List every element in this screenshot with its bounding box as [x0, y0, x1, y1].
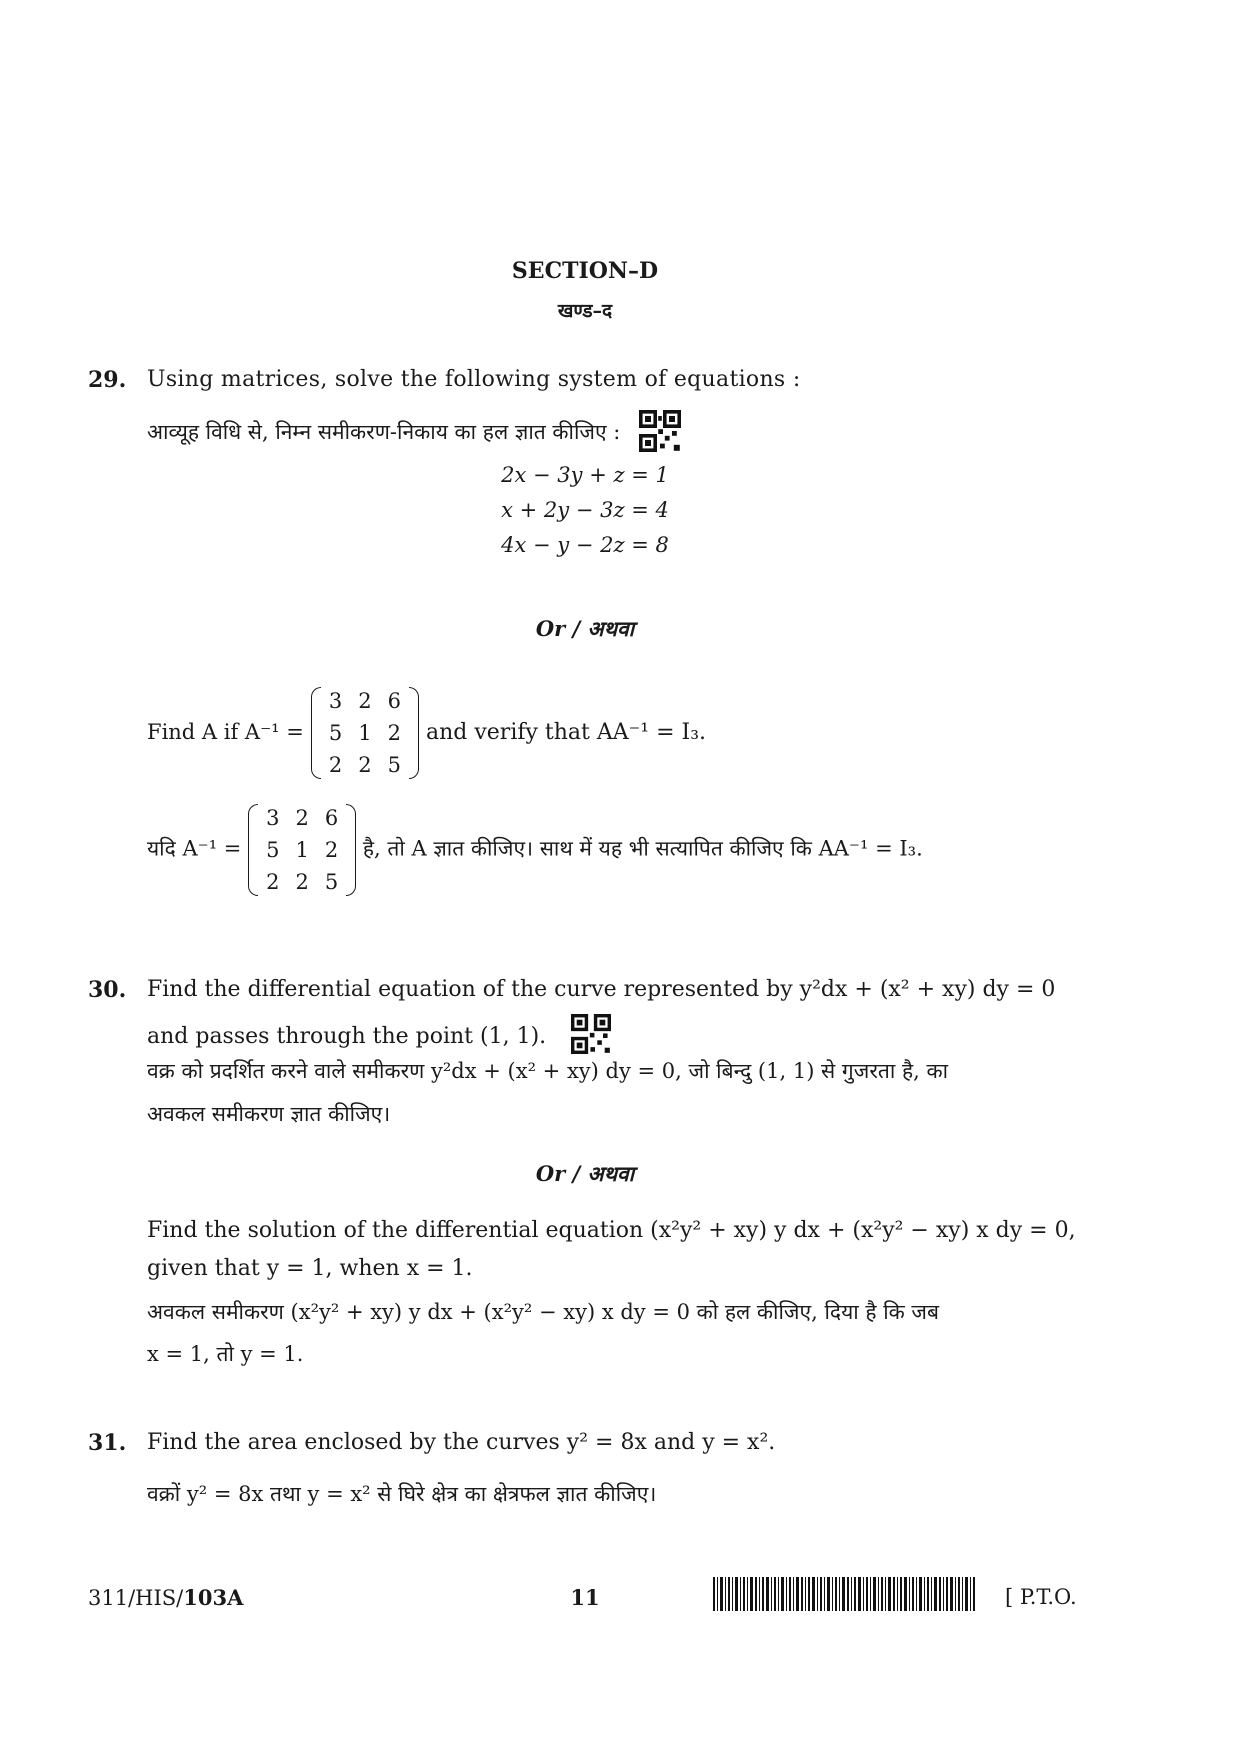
matrix-cell: 1 — [358, 721, 372, 745]
q29-alt-hi-prefix: यदि A⁻¹ = — [147, 836, 242, 861]
matrix-cell: 2 — [295, 870, 309, 894]
q31-text-hindi: वक्रों y² = 8x तथा y = x² से घिरे क्षेत्र का क्षेत्रफल ज्ञात कीजिए। — [147, 1482, 657, 1506]
matrix-a-inverse — [311, 685, 419, 781]
matrix-cell: 2 — [266, 870, 280, 894]
section-title-hindi: खण्ड–द — [557, 300, 613, 322]
q29-text-english: Using matrices, solve the following system of equations : — [147, 367, 801, 392]
q30-alt-line2-english: given that y = 1, when x = 1. — [147, 1256, 473, 1281]
q29-alt-english — [147, 685, 706, 781]
matrix-cell: 2 — [328, 753, 343, 777]
or-label-30: Or / अथवा — [535, 1161, 635, 1186]
equation-1: 2x − 3y + z = 1 — [501, 463, 669, 487]
question-number-29: 29. — [88, 367, 127, 393]
matrix-cell: 5 — [266, 838, 280, 862]
q30-line2-english — [147, 1014, 611, 1060]
paper-code-prefix: 311/HIS/ — [88, 1586, 184, 1610]
q31-text-english: Find the area enclosed by the curves y² = 8x and y = x². — [147, 1430, 776, 1455]
matrix-cell: 3 — [266, 806, 280, 830]
qr-code-icon — [639, 410, 681, 457]
matrix-cell: 2 — [295, 806, 309, 830]
q29-alt-hi-suffix: है, तो A ज्ञात कीजिए। साथ में यह भी सत्यापित कीजिए कि AA⁻¹ = I₃. — [362, 836, 923, 861]
q30-line1-english: Find the differential equation of the curve represented by y²dx + (x² + xy) dy = 0 — [147, 977, 1056, 1002]
matrix-cell: 1 — [295, 838, 309, 862]
pto-label: [ P.T.O. — [1005, 1585, 1077, 1609]
matrix-cell: 2 — [387, 721, 401, 745]
q29-alt-en-suffix: and verify that AA⁻¹ = I₃. — [426, 720, 707, 745]
matrix-cell: 5 — [387, 753, 401, 777]
q30-line1-hindi: वक्र को प्रदर्शित करने वाले समीकरण y²dx + (x² + xy) dy = 0, जो बिन्दु (1, 1) से गुजरता है, का — [147, 1059, 949, 1083]
section-title: SECTION–D — [511, 258, 659, 284]
matrix-cell: 5 — [324, 870, 339, 894]
matrix-cell: 2 — [358, 689, 372, 713]
q29-hindi-label: आव्यूह विधि से, निम्न समीकरण-निकाय का हल ज्ञात कीजिए : — [147, 420, 621, 444]
question-number-31: 31. — [88, 1430, 127, 1456]
matrix-cell: 5 — [328, 721, 343, 745]
q30-alt-line1-english: Find the solution of the differential equation (x²y² + xy) y dx + (x²y² − xy) x dy = 0, — [147, 1218, 1076, 1243]
q29-alt-en-prefix: Find A if A⁻¹ = — [147, 720, 304, 744]
matrix-cell: 3 — [328, 689, 343, 713]
matrix-a-inverse-hindi — [248, 802, 356, 898]
question-number-30: 30. — [88, 977, 127, 1003]
matrix-cell: 2 — [358, 753, 372, 777]
or-label-29: Or / अथवा — [535, 616, 635, 641]
equation-2: x + 2y − 3z = 4 — [501, 498, 669, 522]
equation-3: 4x − y − 2z = 8 — [501, 533, 669, 557]
q29-text-hindi — [147, 410, 681, 457]
paper-code-bold: 103A — [183, 1585, 244, 1610]
q30-line2-hindi: अवकल समीकरण ज्ञात कीजिए। — [147, 1102, 391, 1126]
q30-alt-line2-hindi: x = 1, तो y = 1. — [147, 1342, 304, 1366]
matrix-cell: 6 — [387, 689, 401, 713]
matrix-cell: 6 — [324, 806, 339, 830]
q30-line2-text: and passes through the point (1, 1). — [147, 1024, 547, 1049]
page-number: 11 — [570, 1585, 600, 1610]
barcode-icon — [713, 1577, 993, 1615]
matrix-cell: 2 — [324, 838, 339, 862]
qr-code-icon — [571, 1014, 611, 1060]
q30-alt-line1-hindi: अवकल समीकरण (x²y² + xy) y dx + (x²y² − xy) x dy = 0 को हल कीजिए, दिया है कि जब — [147, 1300, 940, 1324]
q29-alt-hindi — [147, 802, 923, 898]
